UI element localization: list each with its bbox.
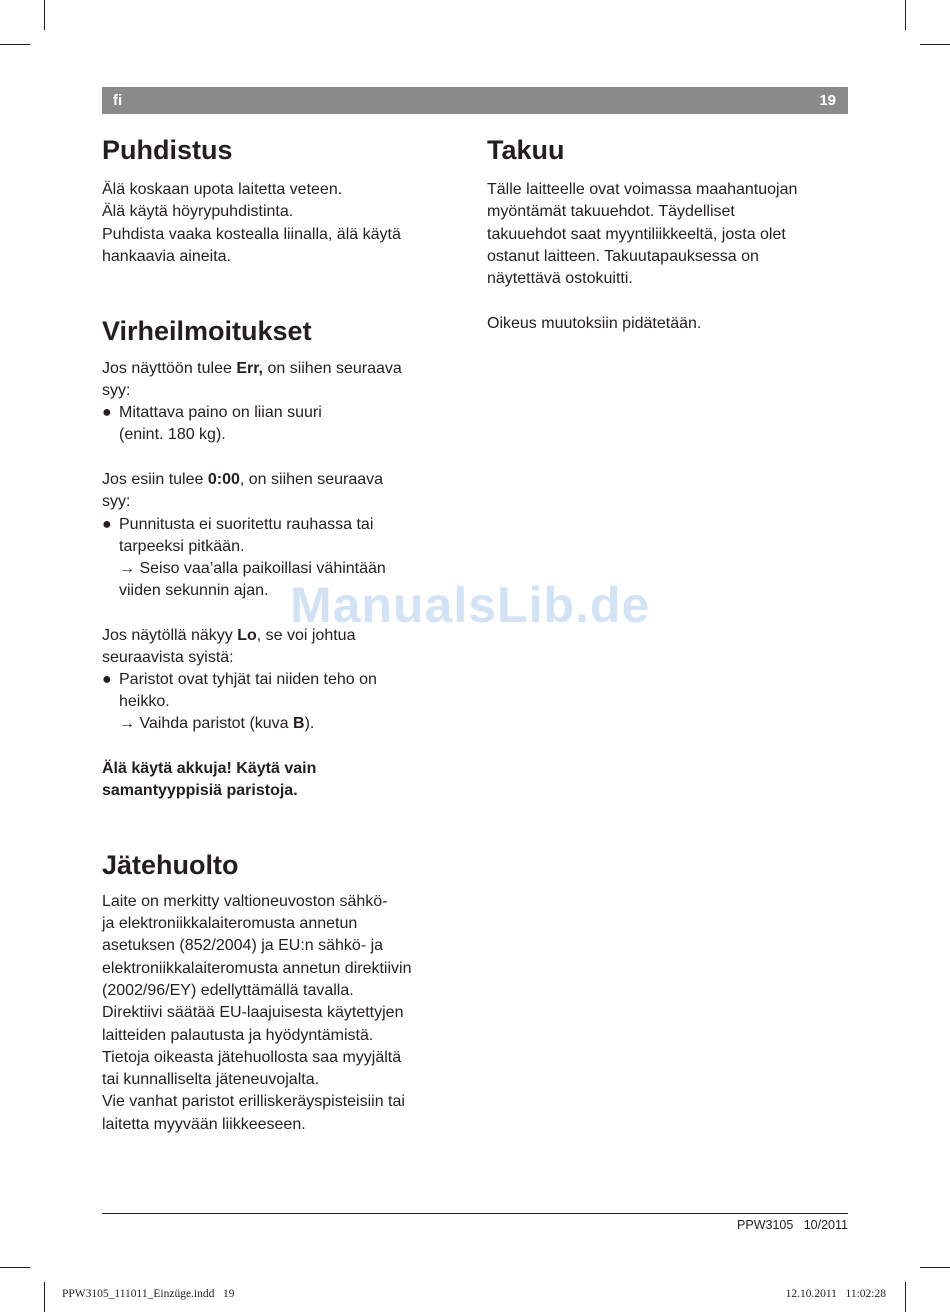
paragraph-line: seuraavista syistä: <box>102 649 234 666</box>
paragraph-line: Tälle laitteelle ovat voimassa maahantuojan <box>487 181 798 198</box>
error-zero-line: Jos esiin tulee 0:00, on siihen seuraava <box>102 471 384 488</box>
paragraph-line: laitteiden palautusta ja hyödyntämistä. <box>102 1027 374 1044</box>
crop-mark <box>905 1282 906 1312</box>
crop-mark <box>0 44 30 45</box>
crop-mark <box>44 1282 45 1312</box>
error-code-err: Err, <box>236 360 263 377</box>
paragraph-line: Tietoja oikeasta jätehuollosta saa myyjältä <box>102 1049 402 1066</box>
paragraph-line: asetuksen (852/2004) ja EU:n sähkö- ja <box>102 937 384 954</box>
paragraph-line: myöntämät takuuehdot. Täydelliset <box>487 203 735 220</box>
error-err-line: Jos näyttöön tulee Err, on siihen seuraava <box>102 360 402 377</box>
paragraph-line: Älä koskaan upota laitetta veteen. <box>102 181 343 198</box>
paragraph-line: ostanut laitteen. Takuutapauksessa on <box>487 248 759 265</box>
section-title-virheilmoitukset: Virheilmoitukset <box>102 316 312 346</box>
watermark: ManualsLib.de <box>290 577 651 633</box>
paragraph-line: Direktiivi säätää EU-laajuisesta käytettyjen <box>102 1004 404 1021</box>
paragraph-line: syy: <box>102 493 131 510</box>
bullet-icon: ● <box>102 404 112 421</box>
footer-divider <box>102 1213 848 1214</box>
bullet-icon: ● <box>102 671 112 688</box>
crop-mark <box>0 1267 30 1268</box>
slug-file: PPW3105_111011_Einzüge.indd 19 <box>62 1288 235 1300</box>
list-item-continuation: (enint. 180 kg). <box>119 426 226 443</box>
bullet-icon: ● <box>102 516 112 533</box>
list-item-continuation: → Seiso vaa’alla paikoillasi vähintään <box>119 560 386 577</box>
list-item-continuation: heikko. <box>119 693 170 710</box>
error-code-lo: Lo <box>237 627 257 644</box>
paragraph-line: laitetta myyvään liikkeeseen. <box>102 1116 306 1133</box>
crop-mark <box>44 0 45 30</box>
paragraph-line: elektroniikkalaiteromusta annetun direktiivin <box>102 960 412 977</box>
language-code: fi <box>113 92 123 109</box>
crop-mark <box>905 0 906 30</box>
paragraph-line: Älä käytä höyrypuhdistinta. <box>102 203 294 220</box>
right-column <box>487 0 849 400</box>
paragraph-line: ja elektroniikkalaiteromusta annetun <box>102 915 358 932</box>
paragraph-line: Puhdista vaaka kostealla liinalla, älä käytä <box>102 226 401 243</box>
list-item-continuation: viiden sekunnin ajan. <box>119 582 269 599</box>
page-number: 19 <box>819 92 836 109</box>
crop-mark <box>920 1267 950 1268</box>
paragraph-line: (2002/96/EY) edellyttämällä tavalla. <box>102 982 354 999</box>
error-lo-line: Jos näytöllä näkyy Lo, se voi johtua <box>102 627 356 644</box>
paragraph-line: takuuehdot saat myyntiliikkeeltä, josta olet <box>487 226 786 243</box>
paragraph-line: näytettävä ostokuitti. <box>487 270 633 287</box>
list-item-continuation: → Vaihda paristot (kuva B). <box>119 715 315 732</box>
list-item: ● Punnitusta ei suoritettu rauhassa tai <box>102 514 373 536</box>
figure-reference: B <box>293 715 305 732</box>
paragraph-line: hankaavia aineita. <box>102 248 231 265</box>
paragraph-line: tai kunnalliselta jäteneuvojalta. <box>102 1071 320 1088</box>
slug-timestamp: 12.10.2011 11:02:28 <box>785 1288 886 1300</box>
warning-text: Älä käytä akkuja! Käytä vain <box>102 760 317 777</box>
list-item: ● Paristot ovat tyhjät tai niiden teho on <box>102 669 377 691</box>
list-item-continuation: tarpeeksi pitkään. <box>119 538 245 555</box>
warning-text: samantyyppisiä paristoja. <box>102 782 298 799</box>
paragraph-line: Laite on merkitty valtioneuvoston sähkö- <box>102 893 388 910</box>
paragraph-line: Vie vanhat paristot erilliskeräyspisteisiin tai <box>102 1093 405 1110</box>
error-code-zero: 0:00 <box>207 471 240 488</box>
section-title-jatehuolto: Jätehuolto <box>102 850 239 880</box>
section-title-takuu: Takuu <box>487 135 565 165</box>
section-title-puhdistus: Puhdistus <box>102 135 233 165</box>
paragraph-line: Oikeus muutoksiin pidätetään. <box>487 315 702 332</box>
list-item: ● Mitattava paino on liian suuri <box>102 402 322 424</box>
footer-model-date: PPW3105 10/2011 <box>737 1218 848 1232</box>
crop-mark <box>920 44 950 45</box>
paragraph-line: syy: <box>102 382 131 399</box>
